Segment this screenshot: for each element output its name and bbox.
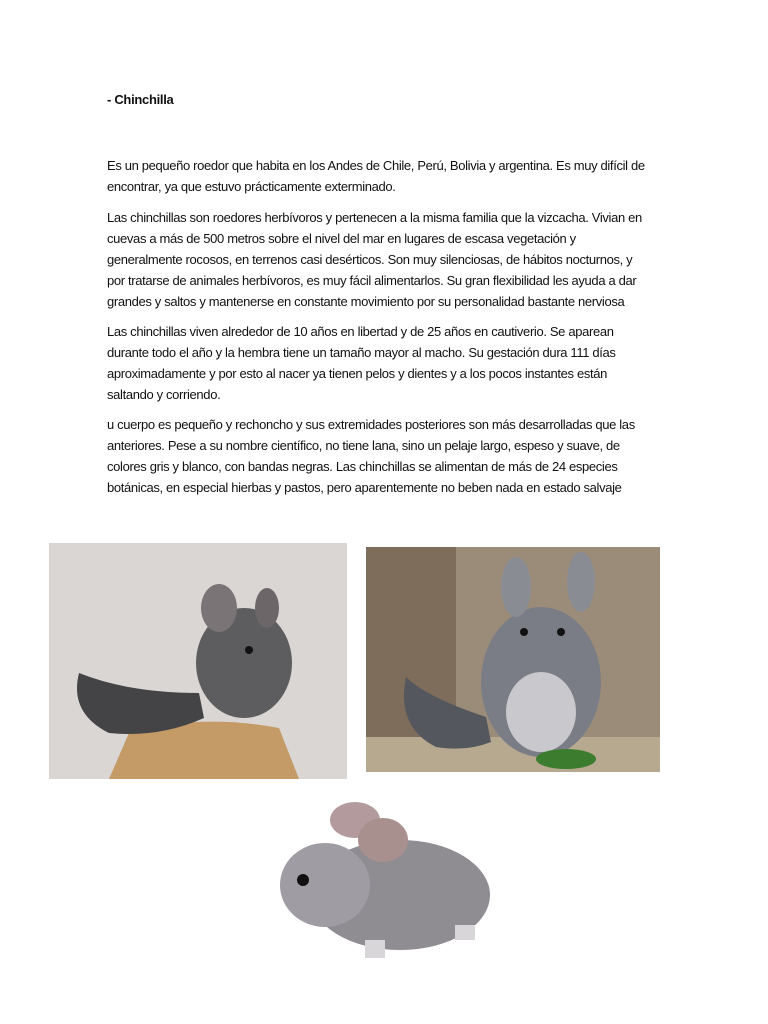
text-line: botánicas, en especial hierbas y pastos, pero aparentemente no beben nada en estado salvaje <box>107 480 622 495</box>
text-line: por tratarse de animales herbívoros, es muy fácil alimentarlos. Su gran flexibilidad les ayuda a dar <box>107 273 637 288</box>
paragraph-body <box>107 414 635 498</box>
paragraph-lifespan <box>107 321 616 405</box>
text-line: saltando y corriendo. <box>107 387 221 402</box>
chinchilla-photo-white-background <box>255 800 500 965</box>
text-line: cuevas a más de 500 metros sobre el nivel del mar en lugares de escasa vegetación y <box>107 231 576 246</box>
text-line: u cuerpo es pequeño y rechoncho y sus extremidades posteriores son más desarrolladas que las <box>107 417 635 432</box>
chinchilla-photo-on-log <box>366 547 660 772</box>
text-line: generalmente rocosos, en terrenos casi desérticos. Son muy silenciosas, de hábitos nocturnos, y <box>107 252 633 267</box>
text-line: Las chinchillas son roedores herbívoros y pertenecen a la misma familia que la vizcacha. Vivian en <box>107 210 642 225</box>
text-line: encontrar, ya que estuvo prácticamente exterminado. <box>107 179 396 194</box>
text-line: durante todo el año y la hembra tiene un tamaño mayor al macho. Su gestación dura 111 días <box>107 345 616 360</box>
text-line: anteriores. Pese a su nombre científico, no tiene lana, sino un pelaje largo, espeso y suave, de <box>107 438 620 453</box>
document-title: - Chinchilla <box>107 92 174 107</box>
text-line: Es un pequeño roedor que habita en los Andes de Chile, Perú, Bolivia y argentina. Es muy difícil de <box>107 158 645 173</box>
paragraph-intro <box>107 155 645 197</box>
paragraph-habitat <box>107 207 642 312</box>
text-line: Las chinchillas viven alrededor de 10 años en libertad y de 25 años en cautiverio. Se aparean <box>107 324 614 339</box>
text-line: aproximadamente y por esto al nacer ya tienen pelos y dientes y a los pocos instantes están <box>107 366 608 381</box>
text-line: grandes y saltos y mantenerse en constante movimiento por su personalidad bastante nerviosa <box>107 294 625 309</box>
text-line: colores gris y blanco, con bandas negras. Las chinchillas se alimentan de más de 24 especies <box>107 459 618 474</box>
chinchilla-photo-on-wood <box>49 543 347 779</box>
